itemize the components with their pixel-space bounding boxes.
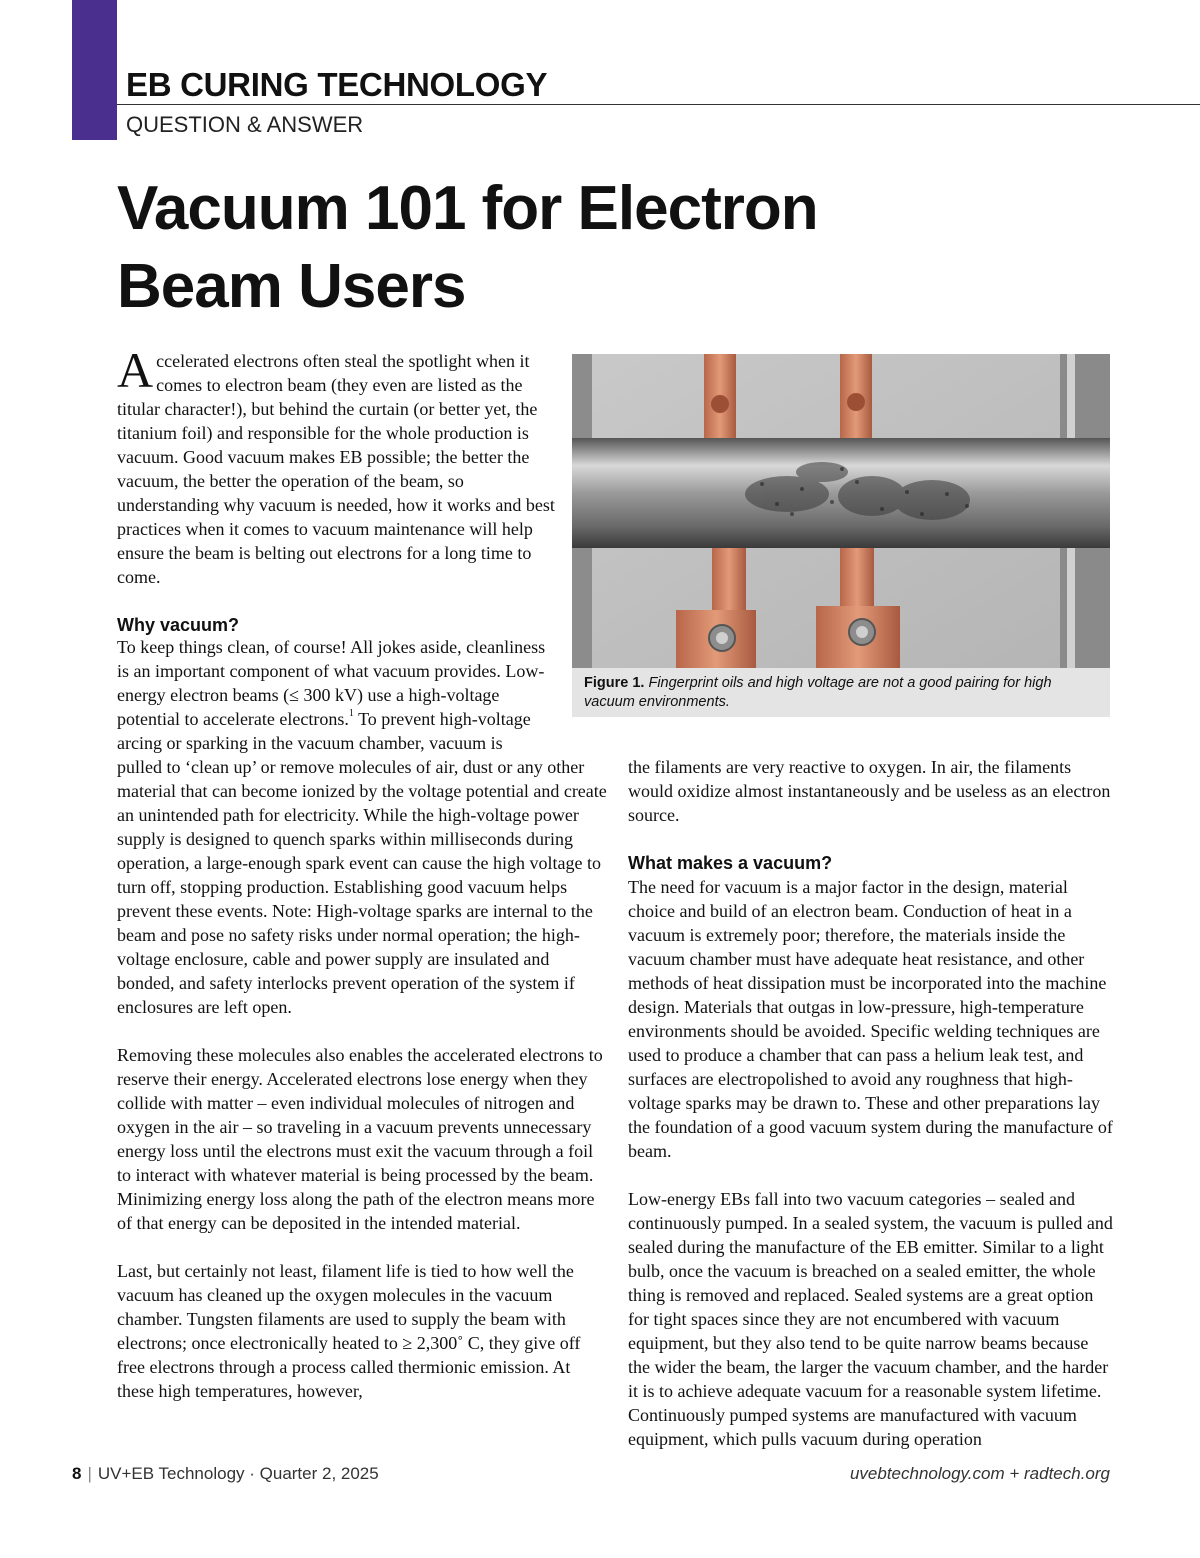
footer-divider: | <box>87 1464 92 1483</box>
heading-why-vacuum: Why vacuum? <box>117 615 240 635</box>
why-paragraph-2: Removing these molecules also enables the accelerated electrons to reserve their energy. Accelerated electrons lose energy when they collide with matter – even individual molecules of nitrogen and oxygen in the air – so traveling in a vacuum prevents unnecessary energy loss until the electrons must exit the vacuum through a foil to interact with whatever material is being processed by the beam. Minimizing energy loss along the path of the electron means more of that energy can be deposited in the intended material. <box>117 1045 603 1233</box>
footnote-ref: 1 <box>348 708 354 719</box>
left-column <box>117 635 607 1403</box>
why-paragraph-3: Last, but certainly not least, filament life is tied to how well the vacuum has cleaned up the oxygen molecules in the vacuum chamber. Tungsten filaments are used to supply the beam with electrons; once electronically heated to ≥ 2,300˚ C, they give off free electrons through a process called thermionic emission. At these high temperatures, however, <box>117 1261 581 1401</box>
right-column <box>628 755 1113 1451</box>
figure-1 <box>572 354 1110 717</box>
figure-caption-text: Fingerprint oils and high voltage are not a good pairing for high vacuum environments. <box>584 675 1052 710</box>
figure-caption <box>584 674 1104 712</box>
footer-left <box>72 1464 379 1484</box>
filament-paragraph: the filaments are very reactive to oxygen. In air, the filaments would oxidize almost instantaneously and be useless as an electron source. <box>628 757 1111 825</box>
article-title: Vacuum 101 for Electron Beam Users <box>117 174 818 321</box>
accent-bar <box>72 0 117 140</box>
makes-paragraph-1: The need for vacuum is a major factor in the design, material choice and build of an electron beam. Conduction of heat in a vacuum is extremely poor; therefore, the materials inside the vacuum chamber must have adequate heat resistance, and other methods of heat dissipation must be incorporated into the machine design. Materials that outgas in low-pressure, high-temperature environments should be avoided. Specific welding techniques are used to produce a chamber that can pass a helium leak test, and surfaces are electropolished to avoid any roughness that high-voltage sparks may be drawn to. These and other preparations lay the foundation of a good vacuum system during the manufacture of beam. <box>628 877 1113 1161</box>
why-paragraph-1: To keep things clean, of course! All jokes aside, cleanliness is an important component of what vacuum provides. Low-energy electron beams (≤ 300 kV) use a high-voltage potential to accelerate electrons.$^1$ To prevent high-voltage arcing or sparking in the vacuum chamber, vacuum is pulled to ‘clean up’ or remove molecules of air, dust or any other material that can become ionized by the voltage potential and create an unintended path for electricity. While the high-voltage power supply is designed to quench sparks within milliseconds during operation, a large-enough spark event can cause the high voltage to turn off, stopping production. Establishing good vacuum helps prevent these events. Note: High-voltage sparks are internal to the beam and pose no safety risks under normal operation; the high-voltage enclosure, cable and power supply are insulated and bonded, and safety interlocks prevent operation of the system if enclosures are left open. <box>117 637 607 1017</box>
drop-cap: A <box>117 342 154 398</box>
figure-label: Figure 1. <box>584 675 645 691</box>
figure-photo <box>572 354 1110 668</box>
intro-column <box>117 342 562 637</box>
footer-websites: uvebtechnology.com + radtech.org <box>849 1464 1110 1483</box>
heading-what-makes-vacuum: What makes a vacuum? <box>628 853 833 873</box>
header-rule <box>117 104 1200 105</box>
makes-paragraph-2: Low-energy EBs fall into two vacuum categories – sealed and continuously pumped. In a sealed system, the vacuum is pulled and sealed during the manufacture of the EB emitter. Similar to a light bulb, once the vacuum is breached on a sealed emitter, the whole thing is removed and replaced. Sealed systems are a great option for tight spaces since they are not encumbered with vacuum equipment, but they also tend to be quite narrow beams because the wider the beam, the larger the vacuum chamber, and the harder it is to achieve adequate vacuum for a reasonable system lifetime. Continuously pumped systems are manufactured with vacuum equipment, which pulls vacuum during operation <box>628 1189 1113 1449</box>
intro-text: ccelerated electrons often steal the spotlight when it comes to electron beam (they even are listed as the titular character!), but behind the curtain (or better yet, the titanium foil) and responsible for the whole production is vacuum. Good vacuum makes EB possible; the better the vacuum, the better the operation of the beam, so understanding why vacuum is needed, how it works and best practices when it comes to vacuum maintenance will help ensure the beam is belting out electrons for a long time to come. <box>117 351 555 587</box>
section-title: EB CURING TECHNOLOGY <box>126 66 548 103</box>
section-subtitle: QUESTION & ANSWER <box>126 112 364 137</box>
publication-name: UV+EB Technology · Quarter 2, 2025 <box>97 1464 379 1483</box>
page-number: 8 <box>72 1464 82 1483</box>
intro-paragraph <box>117 342 557 589</box>
